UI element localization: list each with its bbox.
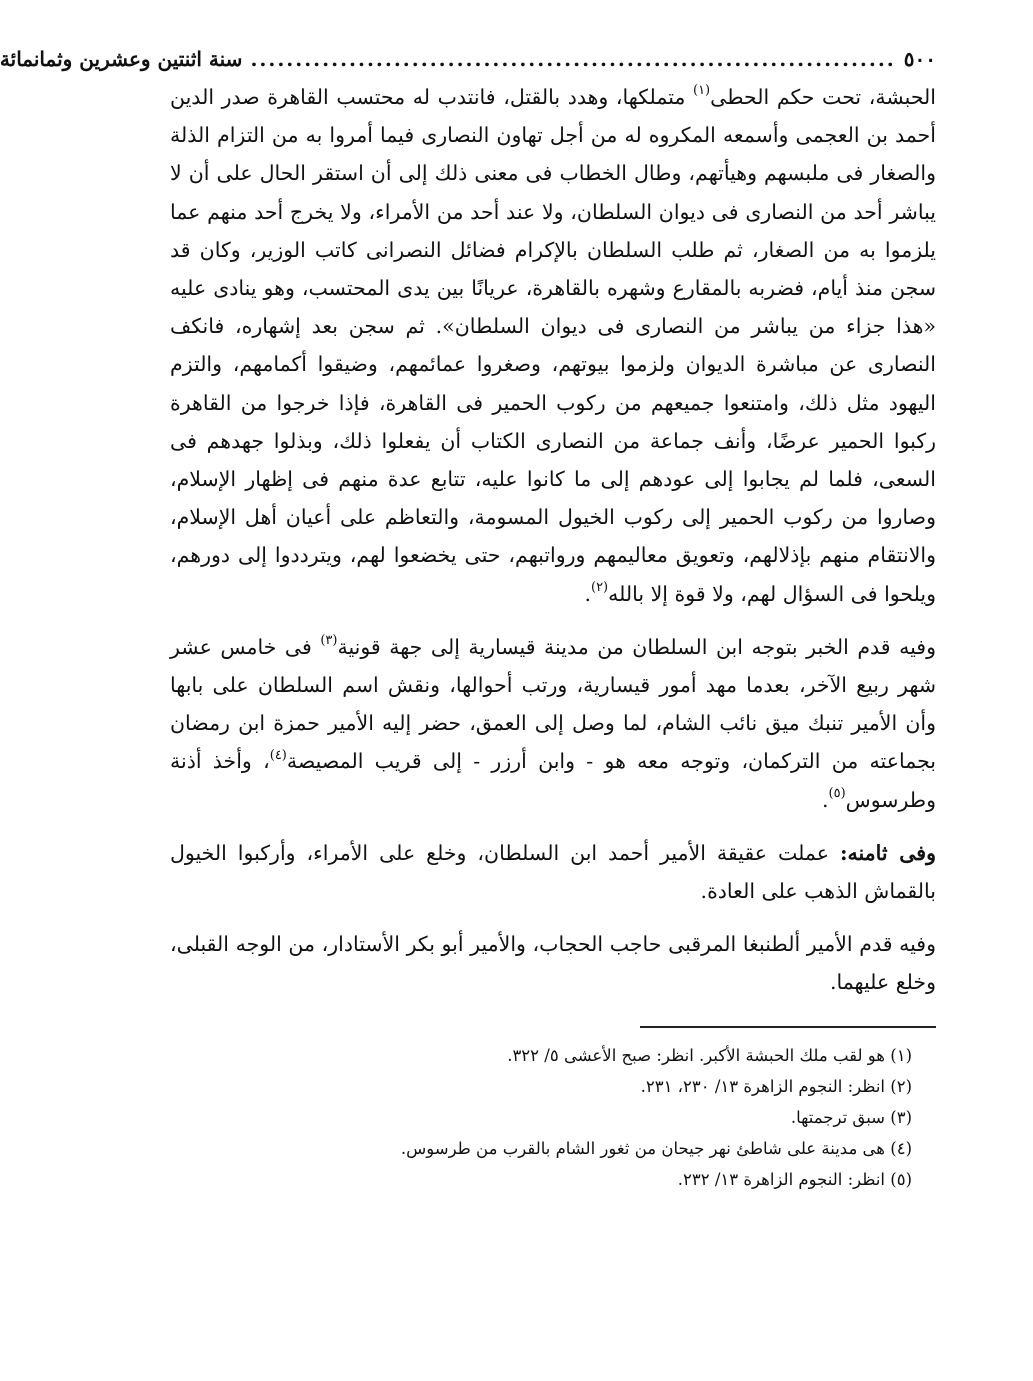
footnote-4: (٤) هى مدينة على شاطئ نهر جيحان من ثغور الشام بالقرب من طرسوس.: [400, 1138, 912, 1158]
paragraph-2-text-b: فى خامس عشر شهر ربيع الآخر، بعدما مهد أمور قيسارية، ورتب أحوالها، ونقش اسم السلطان على بابها وأن الأمير تنبك ميق نائب الشام، لما وصل إلى العمق، حضر إليه الأمير حمزة ابن رمضان بجماعته من التركمان، وتوجه معه هو - وابن أرزر - إلى قريب المصيصة: [170, 634, 937, 774]
footnote-1: (١) هو لقب ملك الحبشة الأكبر. انظر: صبح الأعشى ٥/ ٣٢٢.: [507, 1045, 912, 1065]
footnote-ref-4: (٤): [269, 747, 287, 763]
header-title: سنة اثنتين وعشرين وثمانمائة: [0, 47, 243, 71]
footnotes: [170, 1040, 936, 1195]
book-page: [0, 44, 937, 1344]
running-header: [0, 44, 936, 78]
header-leader-dots: ........................................................................: [250, 47, 896, 71]
paragraph-3: [170, 834, 936, 910]
footnote-divider: [640, 1026, 936, 1028]
paragraph-1-end: .: [584, 581, 591, 606]
paragraph-2: [170, 628, 936, 819]
body-text: [170, 78, 936, 1002]
paragraph-3-lead: وفى ثامنه:: [839, 840, 936, 865]
footnote-5: (٥) انظر: النجوم الزاهرة ١٣/ ٢٣٢.: [677, 1169, 912, 1189]
paragraph-3-text: عملت عقيقة الأمير أحمد ابن السلطان، وخلع على الأمراء، وأركبوا الخيول بالقماش الذهب على العادة.: [170, 840, 936, 904]
paragraph-1-text-b: متملكها، وهدد بالقتل، فانتدب له محتسب القاهرة صدر الدين أحمد بن العجمى وأسمعه المكروه له من أجل تهاون النصارى فيما أمروا به من التزام الذلة والصغار فى ملبسهم وهيأتهم، وطال الخطاب فى معنى ذلك إلى أن استقر الحال على أن لا يباشر أحد من النصارى فى ديوان السلطان، ولا عند أحد من الأمراء، ولا يخرج أحد منهم عما يلزموا به من الصغار، ثم طلب السلطان بالإكرام فضائل النصرانى كاتب الوزير، وكان قد سجن منذ أيام، فضربه بالمقارع وشهره بالقاهرة، عريانًا بين يدى المحتسب، وهو ينادى عليه «هذا جزاء من يباشر من النصارى فى ديوان السلطان». ثم سجن بعد إشهاره، فانكف النصارى عن مباشرة الديوان ولزموا بيوتهم، وصغروا عمائمهم، وضيقوا أكمامهم، والتزم اليهود مثل ذلك، وامتنعوا جميعهم من ركوب الحمير فى القاهرة، فإذا خرجوا من القاهرة ركبوا الحمير عرضًا، وأنف جماعة من النصارى الكتاب أن يفعلوا ذلك، وبذلوا جهدهم فى السعى، فلما لم يجابوا إلى عودهم إلى ما كانوا عليه، تتابع عدة منهم فى إظهار الإسلام، وصاروا من ركوب الحمير إلى ركوب الخيول المسومة، والتعاظم على أعيان أهل الإسلام، والانتقام منهم بإذلالهم، وتعويق معاليمهم ورواتبهم، حتى يخضعوا لهم، ويترددوا إلى دورهم، ويلحوا فى السؤال لهم، ولا قوة إلا بالله: [170, 85, 936, 606]
paragraph-2-end: .: [822, 787, 829, 812]
footnote-ref-2: (٢): [590, 579, 609, 595]
paragraph-4-text: وفيه قدم الأمير ألطنبغا المرقبى حاجب الحجاب، والأمير أبو بكر الأستادار، من الوجه القبلى، وخلع عليهما.: [170, 932, 936, 995]
footnote-ref-1: (١): [692, 83, 711, 99]
footnote-3: (٣) سبق ترجمتها.: [790, 1107, 912, 1127]
footnote-2: (٢) انظر: النجوم الزاهرة ١٣/ ٢٣٠، ٢٣١.: [640, 1076, 912, 1096]
footnote-ref-5: (٥): [828, 785, 846, 801]
paragraph-1-text-a: الحبشة، تحت حكم الحطى: [710, 85, 936, 109]
paragraph-2-text-a: وفيه قدم الخبر بتوجه ابن السلطان من مدينة قيسارية إلى جهة قونية: [337, 634, 936, 659]
page-number: ٥٠٠: [903, 47, 936, 71]
footnote-ref-3: (٣): [320, 633, 338, 649]
paragraph-4: [170, 925, 936, 1001]
paragraph-2-text-c: ، وأخذ أذنة وطرسوس: [170, 749, 936, 812]
paragraph-1: [170, 78, 936, 613]
